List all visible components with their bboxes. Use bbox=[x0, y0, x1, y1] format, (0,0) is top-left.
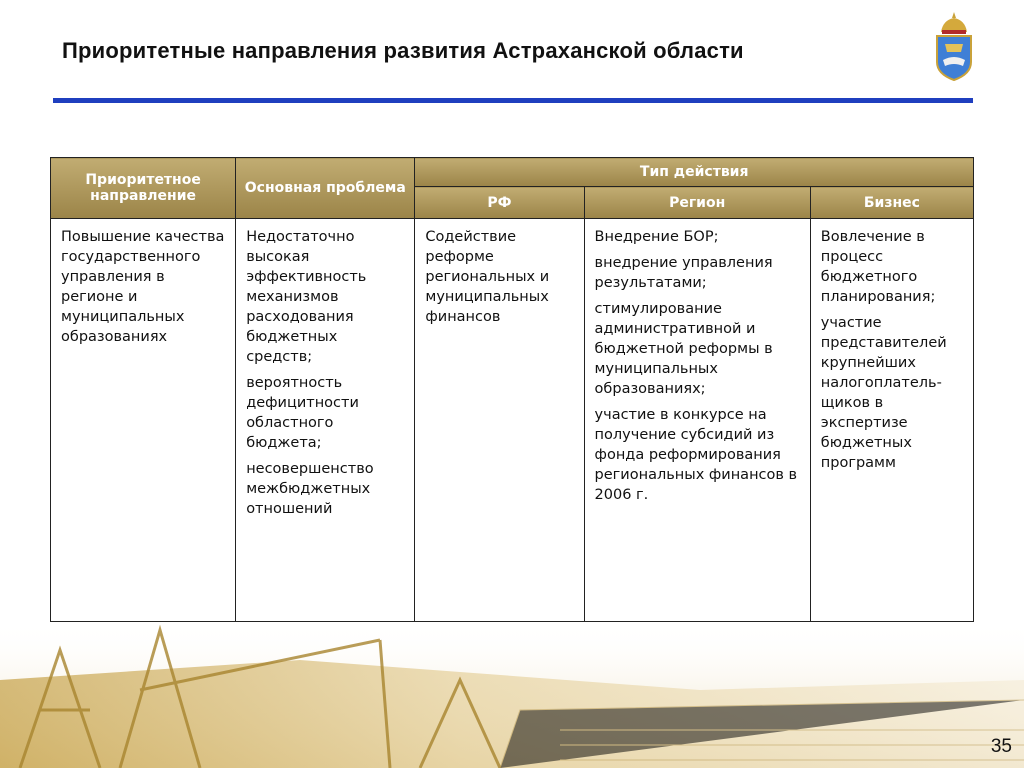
header-rule bbox=[53, 98, 973, 103]
cell-rf bbox=[415, 219, 584, 622]
cell-text: вероятность дефицитности областного бюджета; bbox=[246, 375, 359, 451]
cell-text: Содействие реформе региональных и муниципальных финансов bbox=[425, 229, 550, 325]
page-number: 35 bbox=[990, 736, 1012, 757]
cell-text: участие представителей крупнейших налогоплатель-щиков в экспертизе бюджетных программ bbox=[820, 315, 947, 471]
cell-text: участие в конкурсе на получение субсидий из фонда реформирования региональных финансов в 2006 г. bbox=[594, 407, 798, 503]
cell-text: внедрение управления результатами; bbox=[594, 255, 773, 291]
cell-problem bbox=[236, 219, 415, 622]
cell-text: Внедрение БОР; bbox=[594, 229, 719, 245]
cell-text: стимулирование административной и бюджетной реформы в муниципальных образованиях; bbox=[594, 301, 773, 397]
header-rf: РФ bbox=[415, 187, 584, 219]
table-row bbox=[51, 219, 974, 622]
port-background-image bbox=[0, 620, 1024, 768]
cell-text: Недостаточно высокая эффективность механизмов расходования бюджетных средств; bbox=[246, 229, 367, 365]
priorities-table bbox=[50, 157, 974, 622]
header-problem: Основная проблема bbox=[236, 158, 415, 219]
header-region: Регион bbox=[584, 187, 810, 219]
cell-direction bbox=[51, 219, 236, 622]
cell-text: Вовлечение в процесс бюджетного планирования; bbox=[820, 229, 936, 305]
header-action-type: Тип действия bbox=[415, 158, 974, 187]
cell-text: Повышение качества государственного управления в регионе и муниципальных образованиях bbox=[61, 229, 225, 345]
page-title: Приоритетные направления развития Астраханской области bbox=[62, 38, 744, 63]
header-business: Бизнес bbox=[810, 187, 973, 219]
coat-of-arms-icon bbox=[933, 10, 975, 82]
cell-text: несовершенство межбюджетных отношений bbox=[246, 461, 374, 517]
cell-region bbox=[584, 219, 810, 622]
header-direction: Приоритетное направление bbox=[51, 158, 236, 219]
cell-business bbox=[810, 219, 973, 622]
